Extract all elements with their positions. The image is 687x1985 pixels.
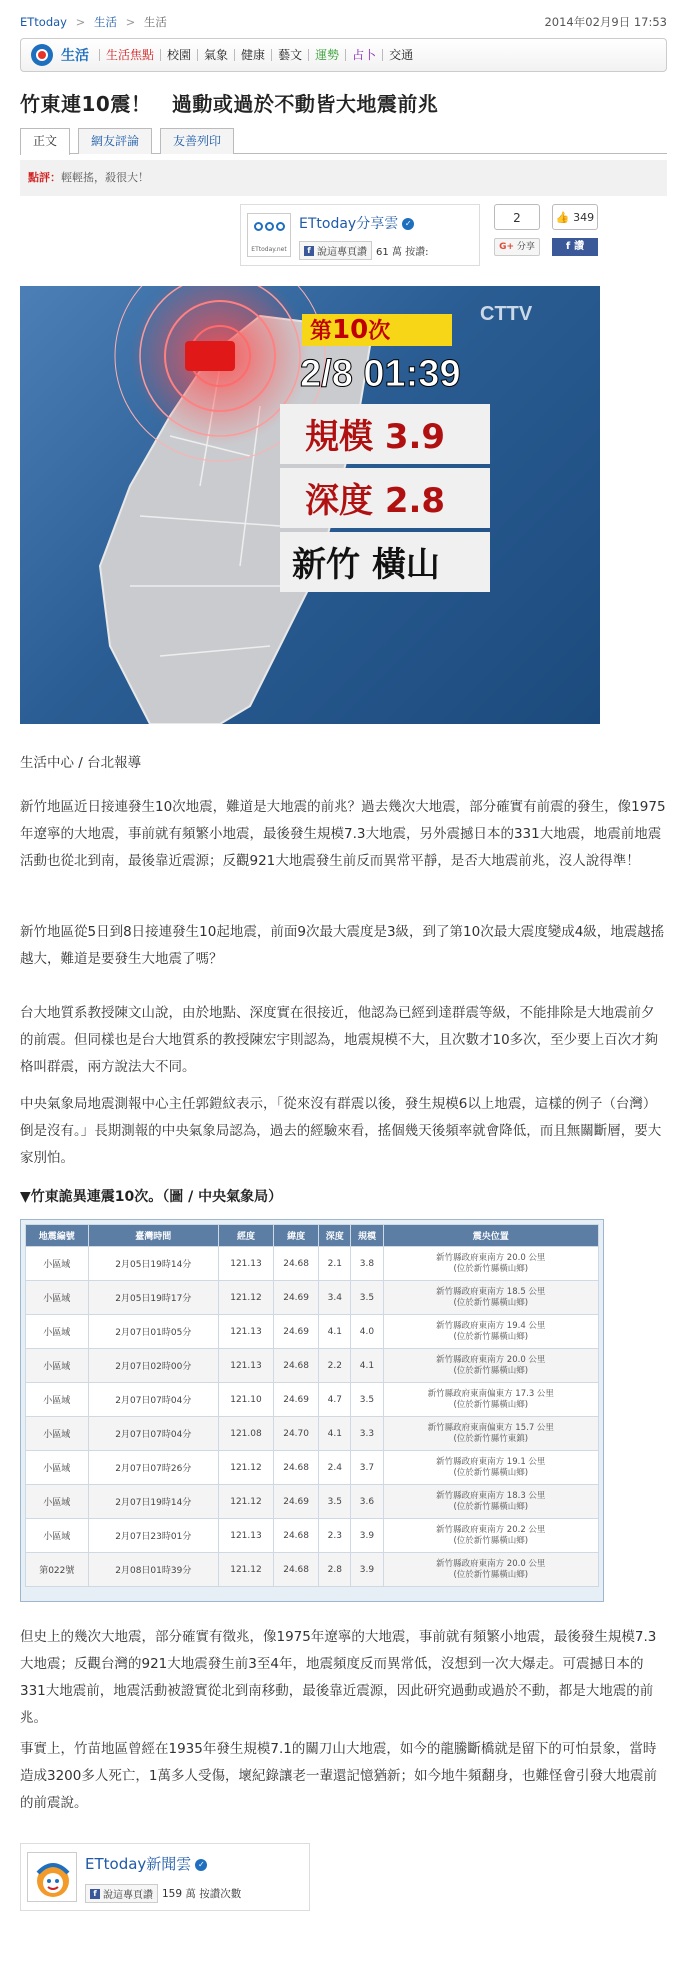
table-row [26, 1315, 599, 1349]
table-cell: 2月05日19時14分 [88, 1247, 218, 1281]
epicenter-distance: 新竹縣政府東南方 20.0 公里 [436, 1252, 546, 1263]
epicenter-location-cell [383, 1281, 598, 1315]
table-cell: 2月07日02時00分 [88, 1349, 218, 1383]
epicenter-township: (位於新竹縣橫山鄉) [453, 1535, 529, 1546]
column-header: 震央位置 [383, 1225, 598, 1247]
breadcrumb-level1-link[interactable]: 生活 [93, 15, 117, 29]
gplus-count-bubble: 2 [494, 204, 540, 230]
verified-check-icon: ✓ [195, 1859, 207, 1871]
table-cell: 24.69 [273, 1383, 318, 1417]
fb-count-bubble: 👍 349 [552, 204, 598, 230]
nav-item-fortune[interactable]: 運勢 [308, 49, 345, 61]
article-paragraph: 但史上的幾次大地震，部分確實有徵兆，像1975年遼寧的大地震，事前就有頻繁小地震，最後發生規模7.3大地震；反觀台灣的921大地震發生前3至4年，地震頻度反而異常低，沒想到一次大爆走。可震撼日本的331大地震前，地震活動被證實從北到南移動，最後靠近震源，因此研究過動或過於不動，都是大地震的前兆。 [20, 1629, 657, 1726]
table-cell: 24.68 [273, 1451, 318, 1485]
earthquake-table-image [20, 1219, 604, 1602]
table-header-row [26, 1225, 599, 1247]
earthquake-graphic [20, 286, 600, 724]
column-header: 經度 [219, 1225, 274, 1247]
table-row [26, 1451, 599, 1485]
news-cloud-name-text: ETtoday新聞雲 [85, 1855, 192, 1873]
table-cell: 小區域 [26, 1315, 89, 1349]
table-cell: 3.6 [351, 1485, 383, 1519]
table-row [26, 1553, 599, 1587]
share-cloud-widget [240, 204, 480, 266]
epicenter-location-cell [383, 1485, 598, 1519]
owl-logo-icon [254, 222, 286, 242]
column-header: 緯度 [273, 1225, 318, 1247]
facebook-like-share [552, 204, 598, 256]
table-cell: 121.13 [219, 1519, 274, 1553]
like-label: 說這專頁讚 [317, 247, 367, 258]
epicenter-location-cell [383, 1451, 598, 1485]
article-headline: 竹東連10震！ 過動或過於不動皆大地震前兆 [20, 92, 439, 116]
table-cell: 24.68 [273, 1553, 318, 1587]
category-nav [20, 38, 667, 72]
epicenter-distance: 新竹縣政府東南方 18.3 公里 [436, 1490, 546, 1501]
facebook-icon: f [565, 241, 571, 252]
share-cloud-avatar[interactable] [247, 213, 291, 257]
epicenter-township: (位於新竹縣橫山鄉) [453, 1399, 529, 1410]
news-cloud-like-row [85, 1884, 241, 1903]
table-cell: 小區域 [26, 1349, 89, 1383]
epicenter-location-cell [383, 1247, 598, 1281]
table-cell: 2.8 [319, 1553, 351, 1587]
epicenter-township: (位於新竹縣竹東鎮) [453, 1433, 529, 1444]
column-header: 臺灣時間 [88, 1225, 218, 1247]
facebook-icon: f [90, 1889, 100, 1899]
table-row [26, 1383, 599, 1417]
table-cell: 2.1 [319, 1247, 351, 1281]
table-row [26, 1349, 599, 1383]
column-header: 深度 [319, 1225, 351, 1247]
table-cell: 小區域 [26, 1485, 89, 1519]
table-cell: 24.68 [273, 1519, 318, 1553]
table-cell: 2月08日01時39分 [88, 1553, 218, 1587]
google-plus-icon: G+ [499, 242, 515, 252]
epicenter-location-cell [383, 1417, 598, 1451]
share-cloud-name[interactable] [299, 213, 414, 233]
table-cell: 24.69 [273, 1485, 318, 1519]
epicenter-distance: 新竹縣政府東南方 20.2 公里 [436, 1524, 546, 1535]
table-cell: 2月07日07時04分 [88, 1383, 218, 1417]
table-cell: 2.3 [319, 1519, 351, 1553]
news-mascot-icon [28, 1853, 77, 1902]
gplus-label: 分享 [516, 242, 535, 252]
epicenter-distance: 新竹縣政府東南方 18.5 公里 [436, 1286, 546, 1297]
nav-item-weather[interactable]: 氣象 [197, 49, 234, 61]
table-cell: 3.5 [319, 1485, 351, 1519]
table-cell: 3.5 [351, 1281, 383, 1315]
table-cell: 4.0 [351, 1315, 383, 1349]
breadcrumb-site-link[interactable]: ETtoday [20, 15, 67, 29]
epicenter-township: (位於新竹縣橫山鄉) [453, 1297, 529, 1308]
table-row [26, 1281, 599, 1315]
table-cell: 24.69 [273, 1281, 318, 1315]
table-cell: 小區域 [26, 1383, 89, 1417]
news-cloud-name[interactable] [85, 1853, 207, 1874]
article-paragraph: 台大地質系教授陳文山說，由於地點、深度實在很接近，他認為已經到達群震等級，不能排除是大地震前夕的前震。但同樣也是台大地質系的教授陳宏宇則認為，地震規模不大，且次數才10多次，至少要上百次才夠格叫群震，兩方說法大不同。 [20, 1005, 659, 1075]
fb-like-button[interactable] [552, 238, 598, 256]
table-cell: 3.9 [351, 1553, 383, 1587]
table-cell: 24.68 [273, 1349, 318, 1383]
table-cell: 2月07日19時14分 [88, 1485, 218, 1519]
article-tabs [20, 128, 667, 154]
tab-comments[interactable]: 網友評論 [78, 128, 152, 154]
magnitude-text: 規模 3.9 [305, 417, 446, 457]
tab-print[interactable]: 友善列印 [160, 128, 234, 154]
table-cell: 2.2 [319, 1349, 351, 1383]
epicenter-township: (位於新竹縣橫山鄉) [453, 1365, 529, 1376]
table-cell: 3.8 [351, 1247, 383, 1281]
table-cell: 2月05日19時17分 [88, 1281, 218, 1315]
review-text: 輕輕搖，殺很大！ [61, 171, 149, 184]
table-cell: 4.1 [319, 1315, 351, 1349]
epicenter-location-cell [383, 1553, 598, 1587]
fb-label: 讚 [574, 241, 585, 252]
table-cell: 3.5 [351, 1383, 383, 1417]
breadcrumb-separator: > [125, 15, 136, 29]
breadcrumb [20, 14, 667, 30]
table-row [26, 1485, 599, 1519]
table-cell: 24.68 [273, 1247, 318, 1281]
facebook-like-button[interactable] [299, 241, 372, 260]
table-row [26, 1247, 599, 1281]
epicenter-distance: 新竹縣政府東南方 19.4 公里 [436, 1320, 546, 1331]
table-cell: 121.12 [219, 1553, 274, 1587]
epicenter-marker [185, 341, 235, 371]
avatar-caption: ETtoday.net [251, 246, 287, 253]
epicenter-township: (位於新竹縣橫山鄉) [453, 1569, 529, 1580]
epicenter-location-cell [383, 1315, 598, 1349]
earthquake-table [25, 1224, 599, 1587]
article-paragraph: 事實上，竹苗地區曾經在1935年發生規模7.1的關刀山大地震，如今的龍騰斷橋就是留下的可怕景象，當時造成3200多人死亡，1萬多人受傷，壞紀錄讓老一輩還記憶猶新；如今地牛頻翻身，也難怪會引發大地震前的前震說。 [20, 1741, 657, 1811]
table-cell: 24.70 [273, 1417, 318, 1451]
epicenter-distance: 新竹縣政府東南方 19.1 公里 [436, 1456, 546, 1467]
news-cloud-widget [20, 1843, 310, 1911]
ctv-watermark: CTTV [480, 303, 533, 325]
fb-count: 349 [573, 211, 595, 224]
table-cell: 4.1 [319, 1417, 351, 1451]
table-cell: 小區域 [26, 1417, 89, 1451]
table-row [26, 1519, 599, 1553]
table-cell: 2.4 [319, 1451, 351, 1485]
table-cell: 2月07日07時04分 [88, 1417, 218, 1451]
table-cell: 121.08 [219, 1417, 274, 1451]
table-cell: 3.3 [351, 1417, 383, 1451]
table-cell: 121.12 [219, 1451, 274, 1485]
nav-item-life-focus[interactable]: 生活焦點 [99, 49, 160, 61]
table-cell: 3.9 [351, 1519, 383, 1553]
table-cell: 121.13 [219, 1315, 274, 1349]
nav-item-health[interactable]: 健康 [234, 49, 271, 61]
epicenter-township: (位於新竹縣橫山鄉) [453, 1501, 529, 1512]
review-bar [20, 160, 667, 196]
nav-item-traffic[interactable]: 交通 [382, 49, 419, 61]
epicenter-distance: 新竹縣政府東南偏東方 17.3 公里 [427, 1388, 554, 1399]
epicenter-distance: 新竹縣政府東南偏東方 15.7 公里 [427, 1422, 554, 1433]
epicenter-distance: 新竹縣政府東南方 20.0 公里 [436, 1354, 546, 1365]
breadcrumb-separator: > [75, 15, 86, 29]
like-count: 159 萬 按讚次數 [162, 1888, 242, 1900]
epicenter-location-cell [383, 1383, 598, 1417]
tab-article[interactable]: 正文 [20, 128, 70, 155]
table-cell: 121.10 [219, 1383, 274, 1417]
table-cell: 121.13 [219, 1247, 274, 1281]
share-cloud-like-row [299, 241, 428, 260]
table-cell: 4.7 [319, 1383, 351, 1417]
news-cloud-avatar[interactable] [27, 1852, 77, 1902]
image-caption: ▼竹東詭異連震10次。（圖 / 中央氣象局） [20, 1189, 283, 1205]
category-title[interactable]: 生活 [61, 48, 89, 64]
table-cell: 24.69 [273, 1315, 318, 1349]
table-cell: 2月07日01時05分 [88, 1315, 218, 1349]
epicenter-location-cell [383, 1519, 598, 1553]
table-cell: 小區域 [26, 1247, 89, 1281]
location-text: 新竹 橫山 [292, 545, 440, 585]
ettoday-logo-icon [31, 44, 53, 66]
facebook-icon: f [304, 246, 314, 256]
share-cloud-name-text: ETtoday分享雲 [299, 216, 399, 232]
table-cell: 小區域 [26, 1519, 89, 1553]
table-cell: 4.1 [351, 1349, 383, 1383]
epicenter-township: (位於新竹縣橫山鄉) [453, 1331, 529, 1342]
table-row [26, 1417, 599, 1451]
epicenter-location-cell [383, 1349, 598, 1383]
gplus-share-button[interactable] [494, 238, 540, 256]
nav-item-divination[interactable]: 占卜 [345, 49, 382, 61]
earthquake-news-image [20, 286, 600, 724]
epicenter-distance: 新竹縣政府東南方 20.0 公里 [436, 1558, 546, 1569]
nav-item-arts[interactable]: 藝文 [271, 49, 308, 61]
epicenter-township: (位於新竹縣橫山鄉) [453, 1263, 529, 1274]
article-paragraph: 新竹地區從5日到8日接連發生10起地震，前面9次最大震度是3級，到了第10次最大震度變成4級，地震越搖越大，難道是要發生大地震了嗎？ [20, 924, 665, 967]
like-count: 61 萬 按讚: [376, 247, 429, 258]
depth-text: 深度 2.8 [305, 481, 446, 521]
publish-date: 2014年02月9日 17:53 [544, 15, 667, 29]
table-cell: 121.13 [219, 1349, 274, 1383]
article-paragraph: 中央氣象局地震測報中心主任郭鎧紋表示，「從來沒有群震以後，發生規模6以上地震，這樣的例子（台灣）倒是沒有。」長期測報的中央氣象局認為，過去的經驗來看，搖個幾天後頻率就會降低，而且無關斷層，要大家別怕。 [20, 1096, 662, 1166]
breadcrumb-level2: 生活 [143, 15, 167, 29]
table-cell: 121.12 [219, 1485, 274, 1519]
table-cell: 2月07日07時26分 [88, 1451, 218, 1485]
table-cell: 3.7 [351, 1451, 383, 1485]
article-paragraph: 新竹地區近日接連發生10次地震，難道是大地震的前兆？過去幾次大地震，部分確實有前震的發生，像1975年遼寧的大地震，事前就有頻繁小地震，最後發生規模7.3大地震，另外震撼日本的331大地震，地震前地震活動也從北到南，最後靠近震源；反觀921大地震發生前反而異常平靜，是否大地震前兆，沒人說得準！ [20, 799, 666, 869]
article-source: 生活中心 / 台北報導 [20, 755, 142, 771]
table-cell: 小區域 [26, 1451, 89, 1485]
table-cell: 第022號 [26, 1553, 89, 1587]
table-cell: 3.4 [319, 1281, 351, 1315]
table-cell: 小區域 [26, 1281, 89, 1315]
table-cell: 2月07日23時01分 [88, 1519, 218, 1553]
column-header: 地震編號 [26, 1225, 89, 1247]
epicenter-township: (位於新竹縣橫山鄉) [453, 1467, 529, 1478]
review-label: 點評： [28, 171, 61, 184]
quake-time: 2/8 01:39 [300, 353, 461, 395]
nav-item-campus[interactable]: 校園 [160, 49, 197, 61]
column-header: 規模 [351, 1225, 383, 1247]
facebook-like-button[interactable] [85, 1884, 158, 1903]
count-badge-text: 第10次 [310, 315, 391, 345]
verified-check-icon: ✓ [402, 218, 414, 230]
table-cell: 121.12 [219, 1281, 274, 1315]
like-label: 說這專頁讚 [103, 1890, 153, 1901]
google-plus-share [494, 204, 540, 256]
